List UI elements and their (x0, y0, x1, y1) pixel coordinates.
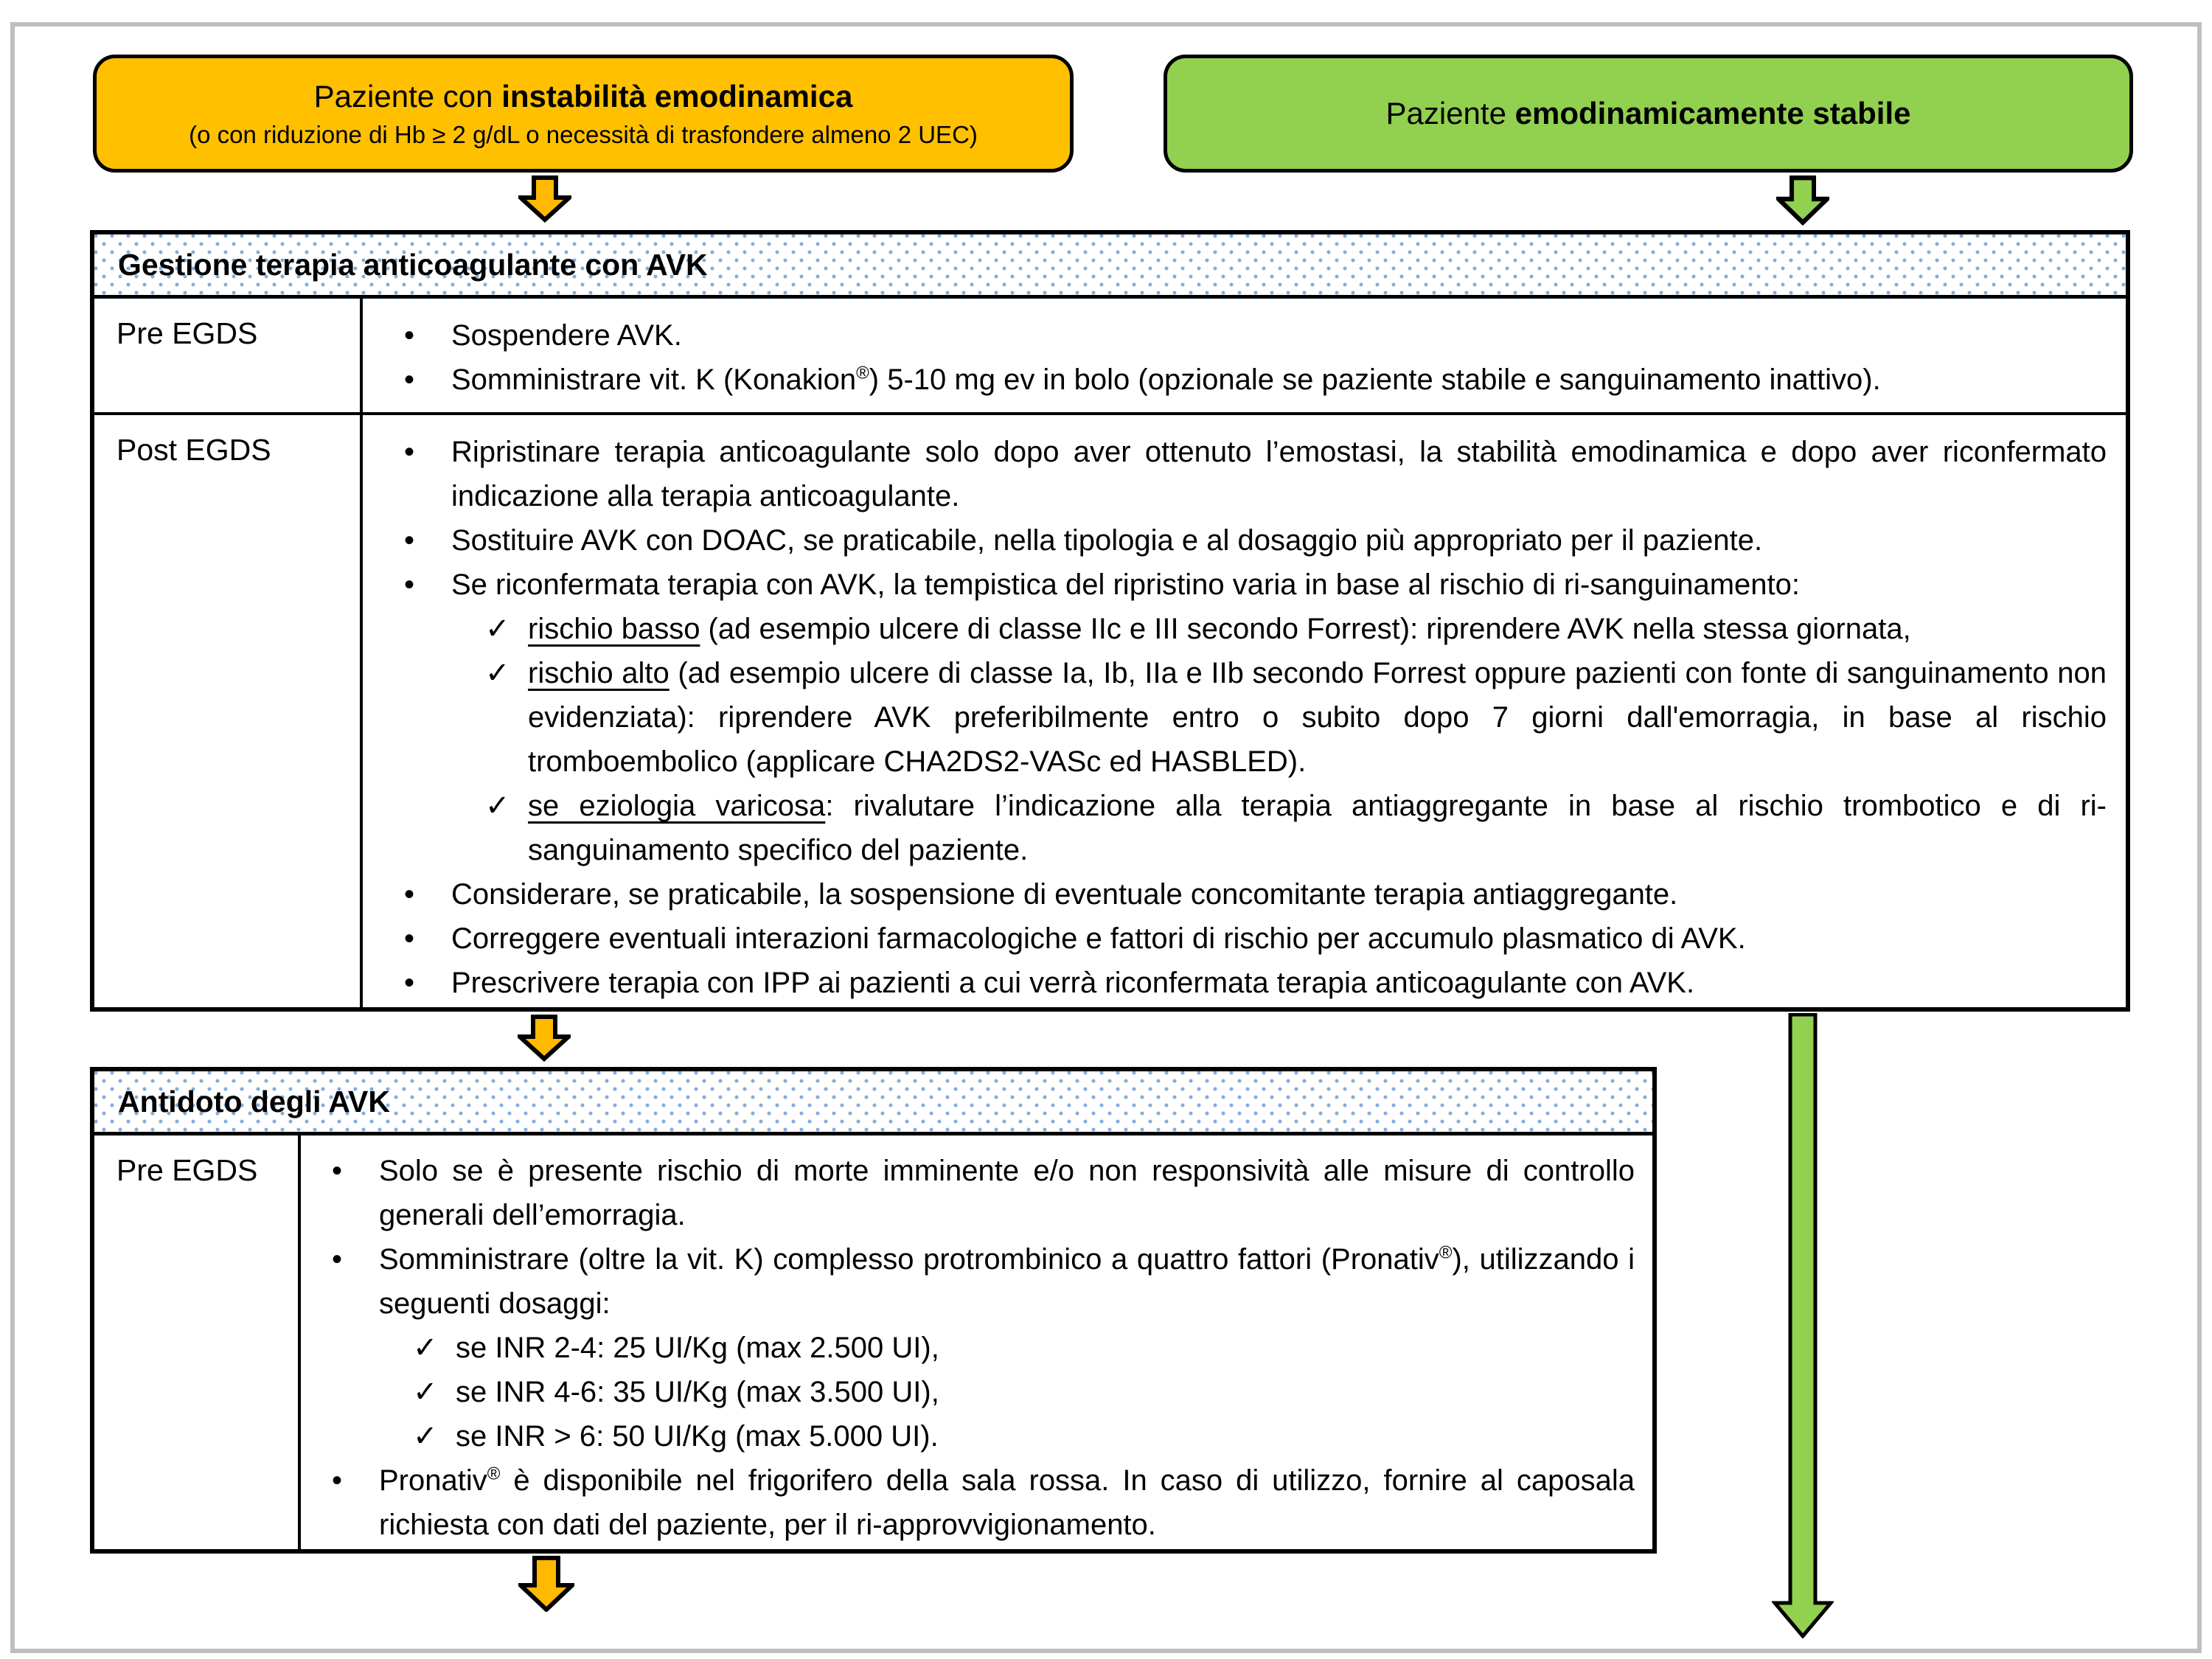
bullet-item (404, 872, 2107, 917)
bullet-list (404, 313, 2107, 402)
item-text: Considerare, se praticabile, la sospensione di eventuale concomitante terapia antiaggregante. (451, 878, 1678, 911)
bullet-item (404, 518, 2107, 563)
table-row-pre-egds (94, 1135, 1652, 1549)
node-title: Paziente emodinamicamente stabile (1385, 96, 1911, 131)
down-arrow-icon (518, 1015, 571, 1062)
bullet-item (404, 313, 2107, 358)
check-icon: ✓ (413, 1332, 438, 1364)
bullet-icon: • (404, 524, 415, 557)
long-down-arrow-icon (1772, 1013, 1834, 1638)
bullet-icon: • (332, 1464, 343, 1497)
check-icon: ✓ (485, 613, 510, 645)
item-text: Ripristinare terapia anticoagulante solo dopo aver ottenuto l’emostasi, la stabilità emodinamica e dopo aver riconfermato indicazione alla terapia anticoagulante. (451, 436, 2107, 512)
item-text: Somministrare vit. K (Konakion®) 5-10 mg ev in bolo (opzionale se paziente stabile e sanguinamento inattivo). (451, 363, 1881, 396)
item-text: rischio alto (ad esempio ulcere di classe Ia, Ib, IIa e IIb secondo Forrest oppure pazienti con fonte di sanguinamento non evidenziata): riprendere AVK preferibilmente entro o subito dopo 7 giorni dall'emorragia, in base al rischio tromboembolico (applicare CHA2DS2-VASc ed HASBLED). (528, 657, 2107, 778)
bullet-icon: • (404, 922, 415, 955)
row-content (363, 415, 2126, 1007)
down-arrow-icon (518, 175, 571, 223)
item-text: Se riconfermata terapia con AVK, la tempistica del ripristino varia in base al rischio di ri-sanguinamento: (451, 568, 1801, 601)
row-label: Pre EGDS (94, 299, 363, 412)
row-label: Post EGDS (94, 415, 363, 1007)
bullet-icon: • (404, 436, 415, 468)
item-text: Somministrare (oltre la vit. K) complesso protrombinico a quattro fattori (Pronativ®), utilizzando i seguenti dosaggi: (379, 1242, 1635, 1320)
item-text: Correggere eventuali interazioni farmacologiche e fattori di rischio per accumulo plasmatico di AVK. (451, 922, 1746, 955)
item-text: Prescrivere terapia con IPP ai pazienti a cui verrà riconfermata terapia anticoagulante con AVK. (451, 967, 1695, 999)
table-row-pre-egds (94, 299, 2126, 415)
table-title: Gestione terapia anticoagulante con AVK (118, 247, 708, 282)
bullet-icon: • (404, 568, 415, 601)
table-header (94, 1071, 1652, 1135)
table-avk-antidote (90, 1067, 1657, 1554)
check-item (485, 651, 2107, 784)
bullet-item (404, 430, 2107, 518)
check-item (485, 784, 2107, 872)
node-stable-patient (1164, 55, 2133, 173)
bullet-item (404, 917, 2107, 961)
node-unstable-patient (93, 55, 1074, 173)
item-text: se INR 2-4: 25 UI/Kg (max 2.500 UI), (456, 1332, 939, 1364)
bullet-icon: • (404, 364, 415, 396)
check-icon: ✓ (485, 657, 510, 689)
node-title: Paziente con instabilità emodinamica (313, 79, 853, 114)
item-text: Solo se è presente rischio di morte imminente e/o non responsività alle misure di controllo generali dell’emorragia. (379, 1155, 1635, 1231)
bullet-item (404, 961, 2107, 1005)
item-text: se eziologia varicosa: rivalutare l’indicazione alla terapia antiaggregante in base al rischio trombotico e di ri-sanguinamento specifico del paziente. (528, 790, 2107, 866)
node-subtitle: (o con riduzione di Hb ≥ 2 g/dL o necessità di trasfondere almeno 2 UEC) (189, 121, 978, 148)
check-icon: ✓ (485, 790, 510, 822)
bullet-icon: • (404, 878, 415, 911)
item-text: Sospendere AVK. (451, 319, 682, 352)
check-item (485, 607, 2107, 651)
bullet-item (404, 358, 2107, 402)
row-label: Pre EGDS (94, 1135, 301, 1549)
row-content (301, 1135, 1652, 1549)
bullet-item (332, 1149, 1635, 1237)
check-icon: ✓ (413, 1376, 438, 1408)
row-content (363, 299, 2126, 412)
check-item (413, 1414, 1635, 1458)
table-row-post-egds (94, 415, 2126, 1007)
bullet-item (404, 563, 2107, 607)
check-item (413, 1326, 1635, 1370)
item-text: se INR 4-6: 35 UI/Kg (max 3.500 UI), (456, 1376, 939, 1408)
bullet-icon: • (404, 967, 415, 999)
bullet-icon: • (332, 1243, 343, 1276)
item-text: se INR > 6: 50 UI/Kg (max 5.000 UI). (456, 1420, 939, 1453)
bullet-list (404, 430, 2107, 1005)
down-arrow-icon (518, 1556, 574, 1612)
table-title: Antidoto degli AVK (118, 1084, 390, 1119)
bullet-list (332, 1149, 1635, 1547)
down-arrow-icon (1776, 175, 1829, 226)
item-text: Sostituire AVK con DOAC, se praticabile, nella tipologia e al dosaggio più appropriato per il paziente. (451, 524, 1763, 557)
item-text: rischio basso (ad esempio ulcere di classe IIc e III secondo Forrest): riprendere AVK nella stessa giornata, (528, 613, 1911, 645)
item-text: Pronativ® è disponibile nel frigorifero della sala rossa. In caso di utilizzo, fornire al caposala richiesta con dati del paziente, per il ri-approvvigionamento. (379, 1464, 1635, 1541)
bullet-item (332, 1237, 1635, 1326)
bullet-icon: • (404, 319, 415, 352)
check-item (413, 1370, 1635, 1414)
table-header (94, 234, 2126, 299)
table-avk-management (90, 230, 2130, 1012)
bullet-item (332, 1458, 1635, 1547)
bullet-icon: • (332, 1155, 343, 1187)
check-icon: ✓ (413, 1420, 438, 1453)
